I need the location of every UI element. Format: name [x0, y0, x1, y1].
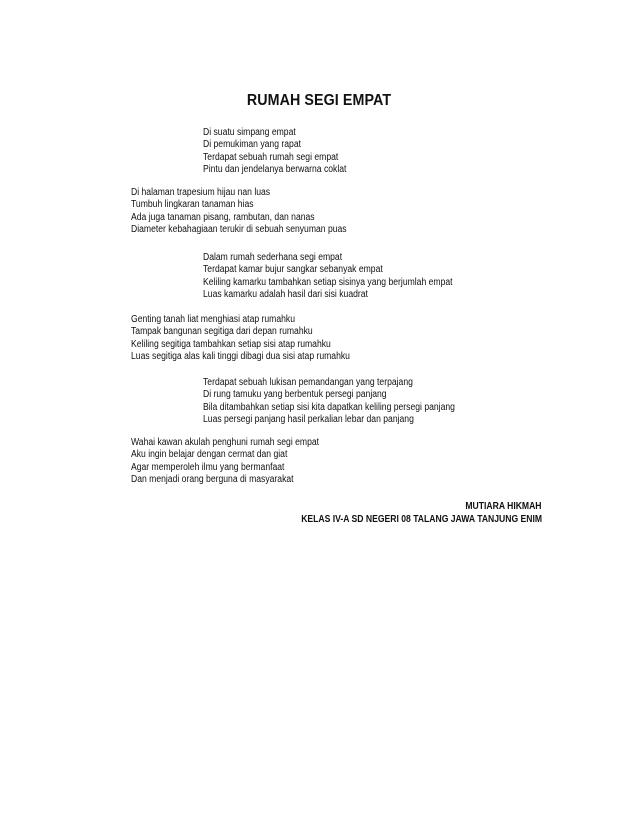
poem-line: Luas persegi panjang hasil perkalian lebar dan panjang [203, 413, 414, 425]
stanza-4 [131, 314, 386, 363]
stanza-2 [131, 187, 382, 236]
poem-line: Pintu dan jendelanya berwarna coklat [203, 163, 347, 175]
poem-line: Diameter kebahagiaan terukir di sebuah senyuman puas [131, 223, 347, 235]
poem-line: Aku ingin belajar dengan cermat dan giat [131, 449, 288, 461]
poem-line: Di halaman trapesium hijau nan luas [131, 187, 271, 198]
author-class-school: KELAS IV-A SD NEGERI 08 TALANG JAWA TANJUNG ENIM [301, 514, 542, 525]
stanza-6 [131, 437, 350, 486]
poem-title: RUMAH SEGI EMPAT [246, 92, 392, 109]
stanza-3 [203, 252, 493, 301]
stanza-5 [203, 377, 496, 426]
poem-line: Di suatu simpang empat [203, 127, 296, 138]
poem-line: Tampak bangunan segitiga dari depan rumahku [131, 326, 313, 338]
poem-line: Di rung tamuku yang berbentuk persegi panjang [203, 389, 387, 401]
poem-line: Di pemukiman yang rapat [203, 139, 301, 151]
poem-line: Dalam rumah sederhana segi empat [203, 252, 343, 263]
poem-line: Tumbuh lingkaran tanaman hias [131, 199, 254, 211]
poem-line: Terdapat kamar bujur sangkar sebanyak empat [203, 264, 383, 276]
poem-line: Dan menjadi orang berguna di masyarakat [131, 473, 294, 485]
poem-line: Keliling kamarku tambahkan setiap sisinya yang berjumlah empat [203, 276, 453, 288]
stanza-1 [203, 127, 370, 176]
poem-line: Bila ditambahkan setiap sisi kita dapatkan keliling persegi panjang [203, 401, 455, 413]
author-name: MUTIARA HIKMAH [465, 501, 542, 512]
poem-line: Genting tanah liat menghiasi atap rumahku [131, 314, 295, 325]
poem-line: Terdapat sebuah rumah segi empat [203, 151, 339, 163]
poem-line: Wahai kawan akulah penghuni rumah segi empat [131, 437, 320, 448]
poem-line: Keliling segitiga tambahkan setiap sisi atap rumahku [131, 338, 331, 350]
poem-line: Luas kamarku adalah hasil dari sisi kuadrat [203, 288, 368, 300]
poem-line: Ada juga tanaman pisang, rambutan, dan nanas [131, 211, 315, 223]
poem-line: Terdapat sebuah lukisan pemandangan yang terpajang [203, 377, 413, 388]
poem-line: Luas segitiga alas kali tinggi dibagi dua sisi atap rumahku [131, 350, 350, 362]
poem-line: Agar memperoleh ilmu yang bermanfaat [131, 461, 285, 473]
